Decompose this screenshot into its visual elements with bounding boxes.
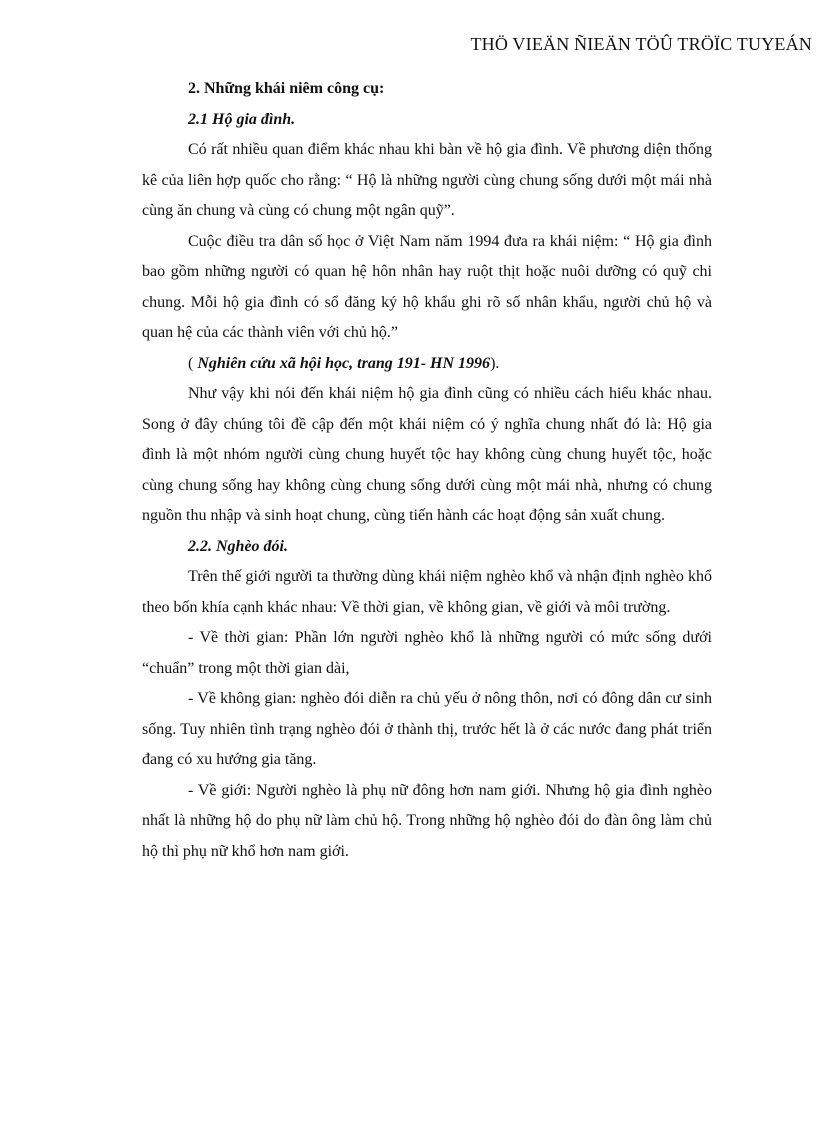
citation-open: ( [188, 354, 198, 372]
document-body [142, 74, 712, 867]
citation-text: Nghiên cứu xã hội học, trang 191- HN 1996 [197, 354, 491, 372]
paragraph-gender-aspect: - Về giới: Người nghèo là phụ nữ đông hơn nam giới. Nhưng hộ gia đình nghèo nhất là những hộ do phụ nữ làm chủ hộ. Trong những hộ nghèo đói do đàn ông làm chủ hộ thì phụ nữ khổ hơn nam giới. [142, 781, 712, 860]
running-header: THÖ VIEÄN ÑIEÄN TÖÛ TRÖÏC TUYEÁN [470, 34, 812, 54]
citation-close: ). [490, 354, 500, 372]
subsection-heading-poverty: 2.2. Nghèo đói. [188, 537, 288, 555]
paragraph-un-definition: Có rất nhiều quan điểm khác nhau khi bàn về hộ gia đình. Về phương diện thống kê của liên hợp quốc cho rằng: “ Hộ là những người cùng chung sống dưới một mái nhà cùng ăn chung và cùng có chung một ngân quỹ”. [142, 141, 712, 219]
paragraph-household-concept: Như vậy khi nói đến khái niệm hộ gia đình cũng có nhiều cách hiểu khác nhau. Song ở đây chúng tôi đề cập đến một khái niệm có ý nghĩa chung nhất đó là: Hộ gia đình là một nhóm người cùng chung huyết tộc hay không cùng chung huyết tộc, hoặc cùng chung sống hay không cùng chung sống dưới cùng một mái nhà, nhưng có chung nguồn thu nhập và sinh hoạt chung, cùng tiến hành các hoạt động sản xuất chung. [142, 385, 712, 524]
section-heading: 2. Những khái niêm công cụ: [188, 80, 385, 97]
paragraph-time-aspect: - Về thời gian: Phần lớn người nghèo khổ là những người có mức sống dưới “chuẩn” trong một thời gian dài, [142, 629, 712, 677]
paragraph-poverty-aspects: Trên thế giới người ta thường dùng khái niệm nghèo khổ và nhận định nghèo khổ theo bốn khía cạnh khác nhau: Về thời gian, về không gian, về giới và môi trường. [142, 568, 712, 616]
subsection-heading-household: 2.1 Hộ gia đình. [188, 110, 296, 128]
paragraph-census-definition: Cuộc điều tra dân số học ở Việt Nam năm 1994 đưa ra khái niệm: “ Hộ gia đình bao gồm những người có quan hệ hôn nhân hay ruột thịt hoặc nuôi dưỡng có quỹ chi chung. Mỗi hộ gia đình có sổ đăng ký hộ khẩu ghi rõ số nhân khẩu, người chủ hộ và quan hệ của các thành viên với chủ hộ.” [142, 232, 712, 341]
paragraph-space-aspect: - Về không gian: nghèo đói diễn ra chủ yếu ở nông thôn, nơi có đông dân cư sinh sống. Tuy nhiên tình trạng nghèo đói ở thành thị, trước hết là ở các nước đang phát triển đang có xu hướng gia tăng. [142, 690, 712, 768]
citation [142, 349, 712, 380]
